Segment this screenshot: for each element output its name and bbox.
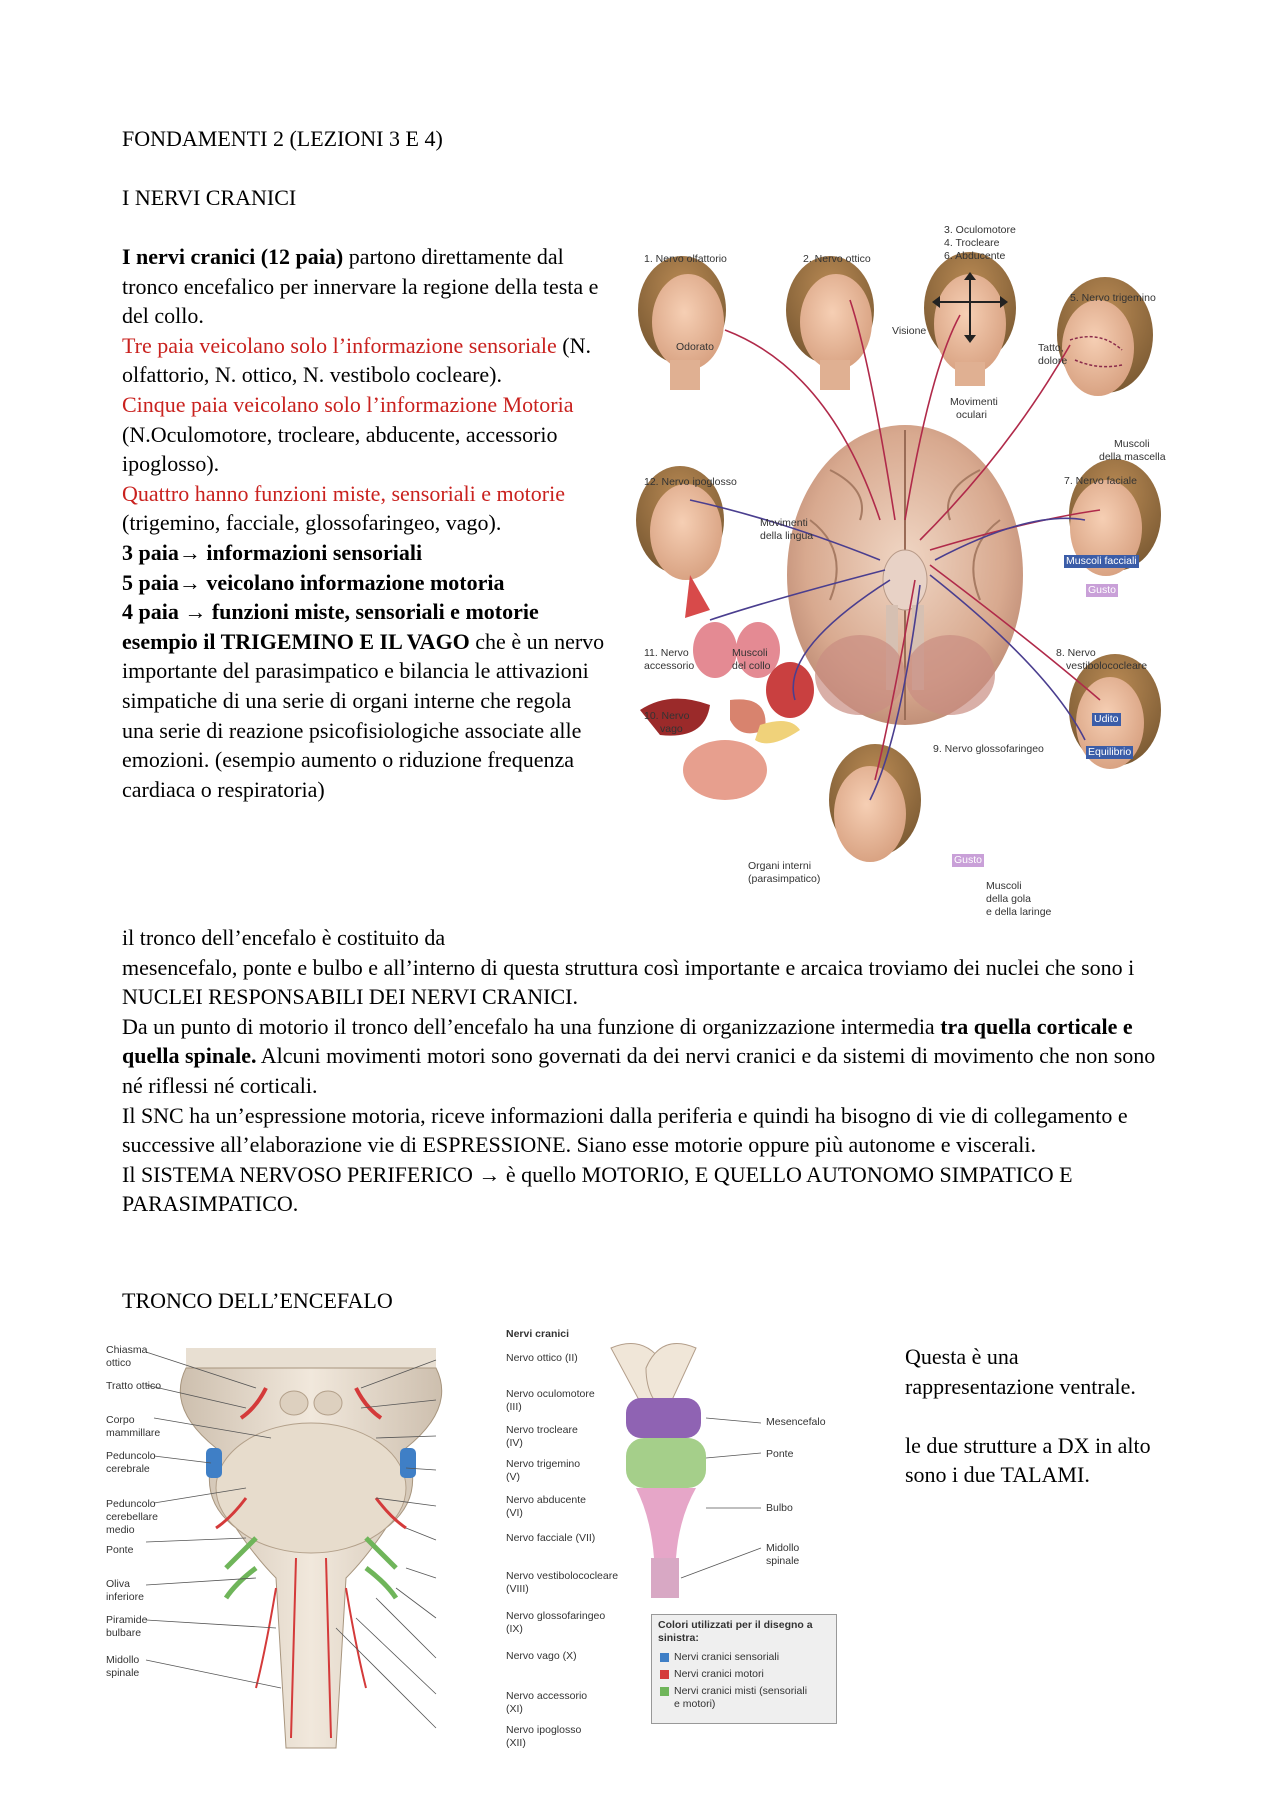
label-n4: 4. Trocleare: [944, 237, 1000, 249]
label-odorato: Odorato: [676, 341, 714, 353]
label-muscoli-collo-1: Muscoli: [732, 647, 768, 659]
label-n11-1: 11. Nervo: [644, 647, 689, 659]
head-glossopharyngeal: [829, 744, 921, 862]
label-muscoli-facciali: Muscoli facciali: [1066, 555, 1137, 567]
label-n7: 7. Nervo faciale: [1064, 475, 1137, 487]
label-nervo-ipoglosso: Nervo ipoglosso (XII): [506, 1724, 582, 1749]
section-heading-tronco: TRONCO DELL’ENCEFALO: [122, 1288, 393, 1313]
label-bulbo: Bulbo: [766, 1502, 793, 1514]
head-oculomotor: [924, 252, 1016, 386]
section-heading-nervi: I NERVI CRANICI: [122, 185, 297, 210]
color-legend: [651, 1614, 837, 1724]
red-mixed: Quattro hanno funzioni miste, sensoriali e motorie: [122, 480, 565, 506]
bold-line-1: 3 paia→ informazioni sensoriali: [122, 539, 423, 565]
nervi-paragraph: [122, 242, 607, 804]
legend-swatch-sensory: [660, 1653, 669, 1662]
label-n12: 12. Nervo ipoglosso: [644, 476, 737, 488]
head-optic: [786, 256, 874, 390]
label-n3: 3. Oculomotore: [944, 224, 1016, 236]
motorio-pre: Da un punto di motorio il tronco dell’encefalo ha una funzione di organizzazione intermedia: [122, 1013, 941, 1039]
legend-label-sensory: Nervi cranici sensoriali: [674, 1651, 780, 1663]
vago-description: che è un nervo importante del parasimpatico e bilancia le attivazioni simpatiche di una serie di organi interne che regola una serie di reazione psicofisiologiche associate alle emozioni. (esempio aumento o riduzione frequenza cardiaca o respiratoria): [122, 628, 605, 802]
tronco-line-1: il tronco dell’encefalo è costituito da: [122, 925, 446, 950]
label-ponte: Ponte: [106, 1544, 134, 1556]
head-olfactory: [638, 256, 726, 390]
label-n6: 6. Abducente: [944, 250, 1006, 262]
label-peduncolo-cerebrale: Peduncolo cerebrale: [106, 1450, 156, 1475]
label-organi-2: (parasimpatico): [748, 873, 821, 885]
label-corpo-mammillare: Corpo mammillare: [106, 1414, 161, 1439]
label-mov-lingua-2: della lingua: [760, 530, 814, 542]
label-muscoli-gola-3: e della laringe: [986, 906, 1052, 918]
label-tatto: Tatto,: [1038, 342, 1064, 354]
lead-rest: partono direttamente dal tronco encefalico per innervare la regione della testa e del collo.: [122, 244, 599, 329]
label-gusto-1: Gusto: [1088, 584, 1117, 596]
label-dolore: dolore: [1038, 355, 1068, 367]
brainstem-small: [611, 1344, 706, 1599]
label-nervo-abducente: Nervo abducente (VI): [506, 1494, 586, 1519]
brainstem-figure: [106, 1328, 876, 1778]
red-motor: Cinque paia veicolano solo l’informazione Motoria: [122, 391, 574, 417]
label-piramide: Piramide bulbare: [106, 1614, 148, 1639]
label-nervo-ottico: Nervo ottico (II): [506, 1352, 578, 1364]
label-ponte-small: Ponte: [766, 1448, 794, 1460]
tronco-rest: mesencefalo, ponte e bulbo e all’interno di questa struttura così importante e arcaica troviamo dei nuclei che sono i NUCLEI RESPONSABILI DEI NERVI CRANICI.: [122, 954, 1135, 1010]
tronco-paragraph: [122, 923, 1162, 1219]
label-n9: 9. Nervo glossofaringeo: [933, 743, 1044, 755]
label-n1: 1. Nervo olfattorio: [644, 253, 727, 265]
after-mixed: (trigemino, facciale, glossofaringeo, vago).: [122, 510, 502, 536]
label-muscoli-gola-2: della gola: [986, 893, 1031, 905]
label-mov-oculari-2: oculari: [956, 409, 987, 421]
label-nervo-vestibolococleare: Nervo vestibolococleare (VIII): [506, 1570, 619, 1595]
label-muscoli-gola-1: Muscoli: [986, 880, 1022, 892]
label-nervo-trocleare: Nervo trocleare (IV): [506, 1424, 578, 1449]
label-nervo-glossofaringeo: Nervo glossofaringeo (IX): [506, 1610, 606, 1635]
label-tratto: Tratto ottico: [106, 1380, 162, 1392]
label-peduncolo-cerebellare: Peduncolo cerebellare medio: [106, 1498, 158, 1536]
label-gusto-2: Gusto: [954, 854, 983, 866]
label-muscoli-mascella-2: della mascella: [1099, 451, 1166, 463]
label-nervo-oculomotore: Nervo oculomotore (III): [506, 1388, 595, 1413]
label-nervo-vago: Nervo vago (X): [506, 1650, 577, 1662]
brainstem-ventral: [180, 1348, 441, 1748]
label-oliva: Oliva inferiore: [106, 1578, 144, 1603]
label-equilibrio: Equilibrio: [1088, 746, 1132, 758]
side-note-2: le due strutture a DX in alto sono i due TALAMI.: [905, 1432, 1151, 1488]
red-sensory: Tre paia veicolano solo l’informazione sensoriale: [122, 332, 557, 358]
label-muscoli-collo-2: del collo: [732, 660, 771, 672]
legend-swatch-motor: [660, 1670, 669, 1679]
label-organi-1: Organi interni: [748, 860, 812, 872]
label-mov-oculari-1: Movimenti: [950, 396, 998, 408]
side-note-1: Questa è una rappresentazione ventrale.: [905, 1344, 1136, 1399]
label-nervo-accessorio: Nervo accessorio (XI): [506, 1690, 588, 1715]
label-n10-1: 10. Nervo: [644, 710, 690, 722]
label-n8-1: 8. Nervo: [1056, 647, 1096, 659]
bold-line-2: 5 paia→ veicolano informazione motoria: [122, 569, 505, 595]
label-n2: 2. Nervo ottico: [803, 253, 871, 265]
legend-swatch-mixed: [660, 1687, 669, 1696]
lead-bold: I nervi cranici (12 paia): [122, 244, 344, 269]
label-n10-2: vago: [660, 723, 683, 735]
label-mesencefalo: Mesencefalo: [766, 1416, 826, 1428]
snc-paragraph: Il SNC ha un’espressione motoria, riceve informazioni dalla periferia e quindi ha bisogno di vie di collegamento e successive all’elaborazione vie di ESPRESSIONE. Siano esse motorie oppure più autonome e viscerali.: [122, 1102, 1128, 1158]
label-n11-2: accessorio: [644, 660, 695, 672]
side-note: [905, 1342, 1165, 1490]
after-motor: (N.Oculomotore, trocleare, abducente, accessorio ipoglosso).: [122, 421, 558, 477]
label-n8-2: vestibolococleare: [1066, 660, 1148, 672]
label-nervo-trigemino: Nervo trigemino (V): [506, 1458, 581, 1483]
motorio-bold: tra quella corticale e quella spinale.: [122, 1013, 1133, 1069]
cranial-nerves-figure: [630, 220, 1170, 920]
label-midollo: Midollo spinale: [106, 1654, 140, 1679]
bold-line-3: 4 paia → funzioni miste, sensoriali e motorie esempio il TRIGEMINO E IL VAGO: [122, 599, 539, 654]
legend-title: Colori utilizzati per il disegno a sinistra:: [658, 1619, 813, 1644]
label-udito: Udito: [1094, 713, 1119, 725]
label-chiasma: Chiasma ottico: [106, 1344, 148, 1369]
snp-paragraph: Il SISTEMA NERVOSO PERIFERICO → è quello MOTORIO, E QUELLO AUTONOMO SIMPATICO E PARASIMPATICO.: [122, 1161, 1073, 1217]
label-nervi-cranici-header: Nervi cranici: [506, 1328, 570, 1340]
label-mov-lingua-1: Movimenti: [760, 517, 808, 529]
motorio-post: Alcuni movimenti motori sono governati da dei nervi cranici e da sistemi di movimento che non sono né riflessi né corticali.: [122, 1043, 1156, 1098]
label-visione: Visione: [892, 325, 927, 337]
label-n5: 5. Nervo trigemino: [1070, 292, 1156, 304]
label-muscoli-mascella-1: Muscoli: [1114, 438, 1150, 450]
legend-label-mixed: Nervi cranici misti (sensoriali e motori): [674, 1685, 808, 1710]
after-sensory: (N. olfattorio, N. ottico, N. vestibolo cocleare).: [122, 332, 591, 388]
label-nervo-facciale: Nervo facciale (VII): [506, 1532, 596, 1544]
doc-title: FONDAMENTI 2 (LEZIONI 3 E 4): [122, 126, 443, 151]
legend-label-motor: Nervi cranici motori: [674, 1668, 764, 1680]
label-midollo-small: Midollo spinale: [766, 1542, 800, 1567]
